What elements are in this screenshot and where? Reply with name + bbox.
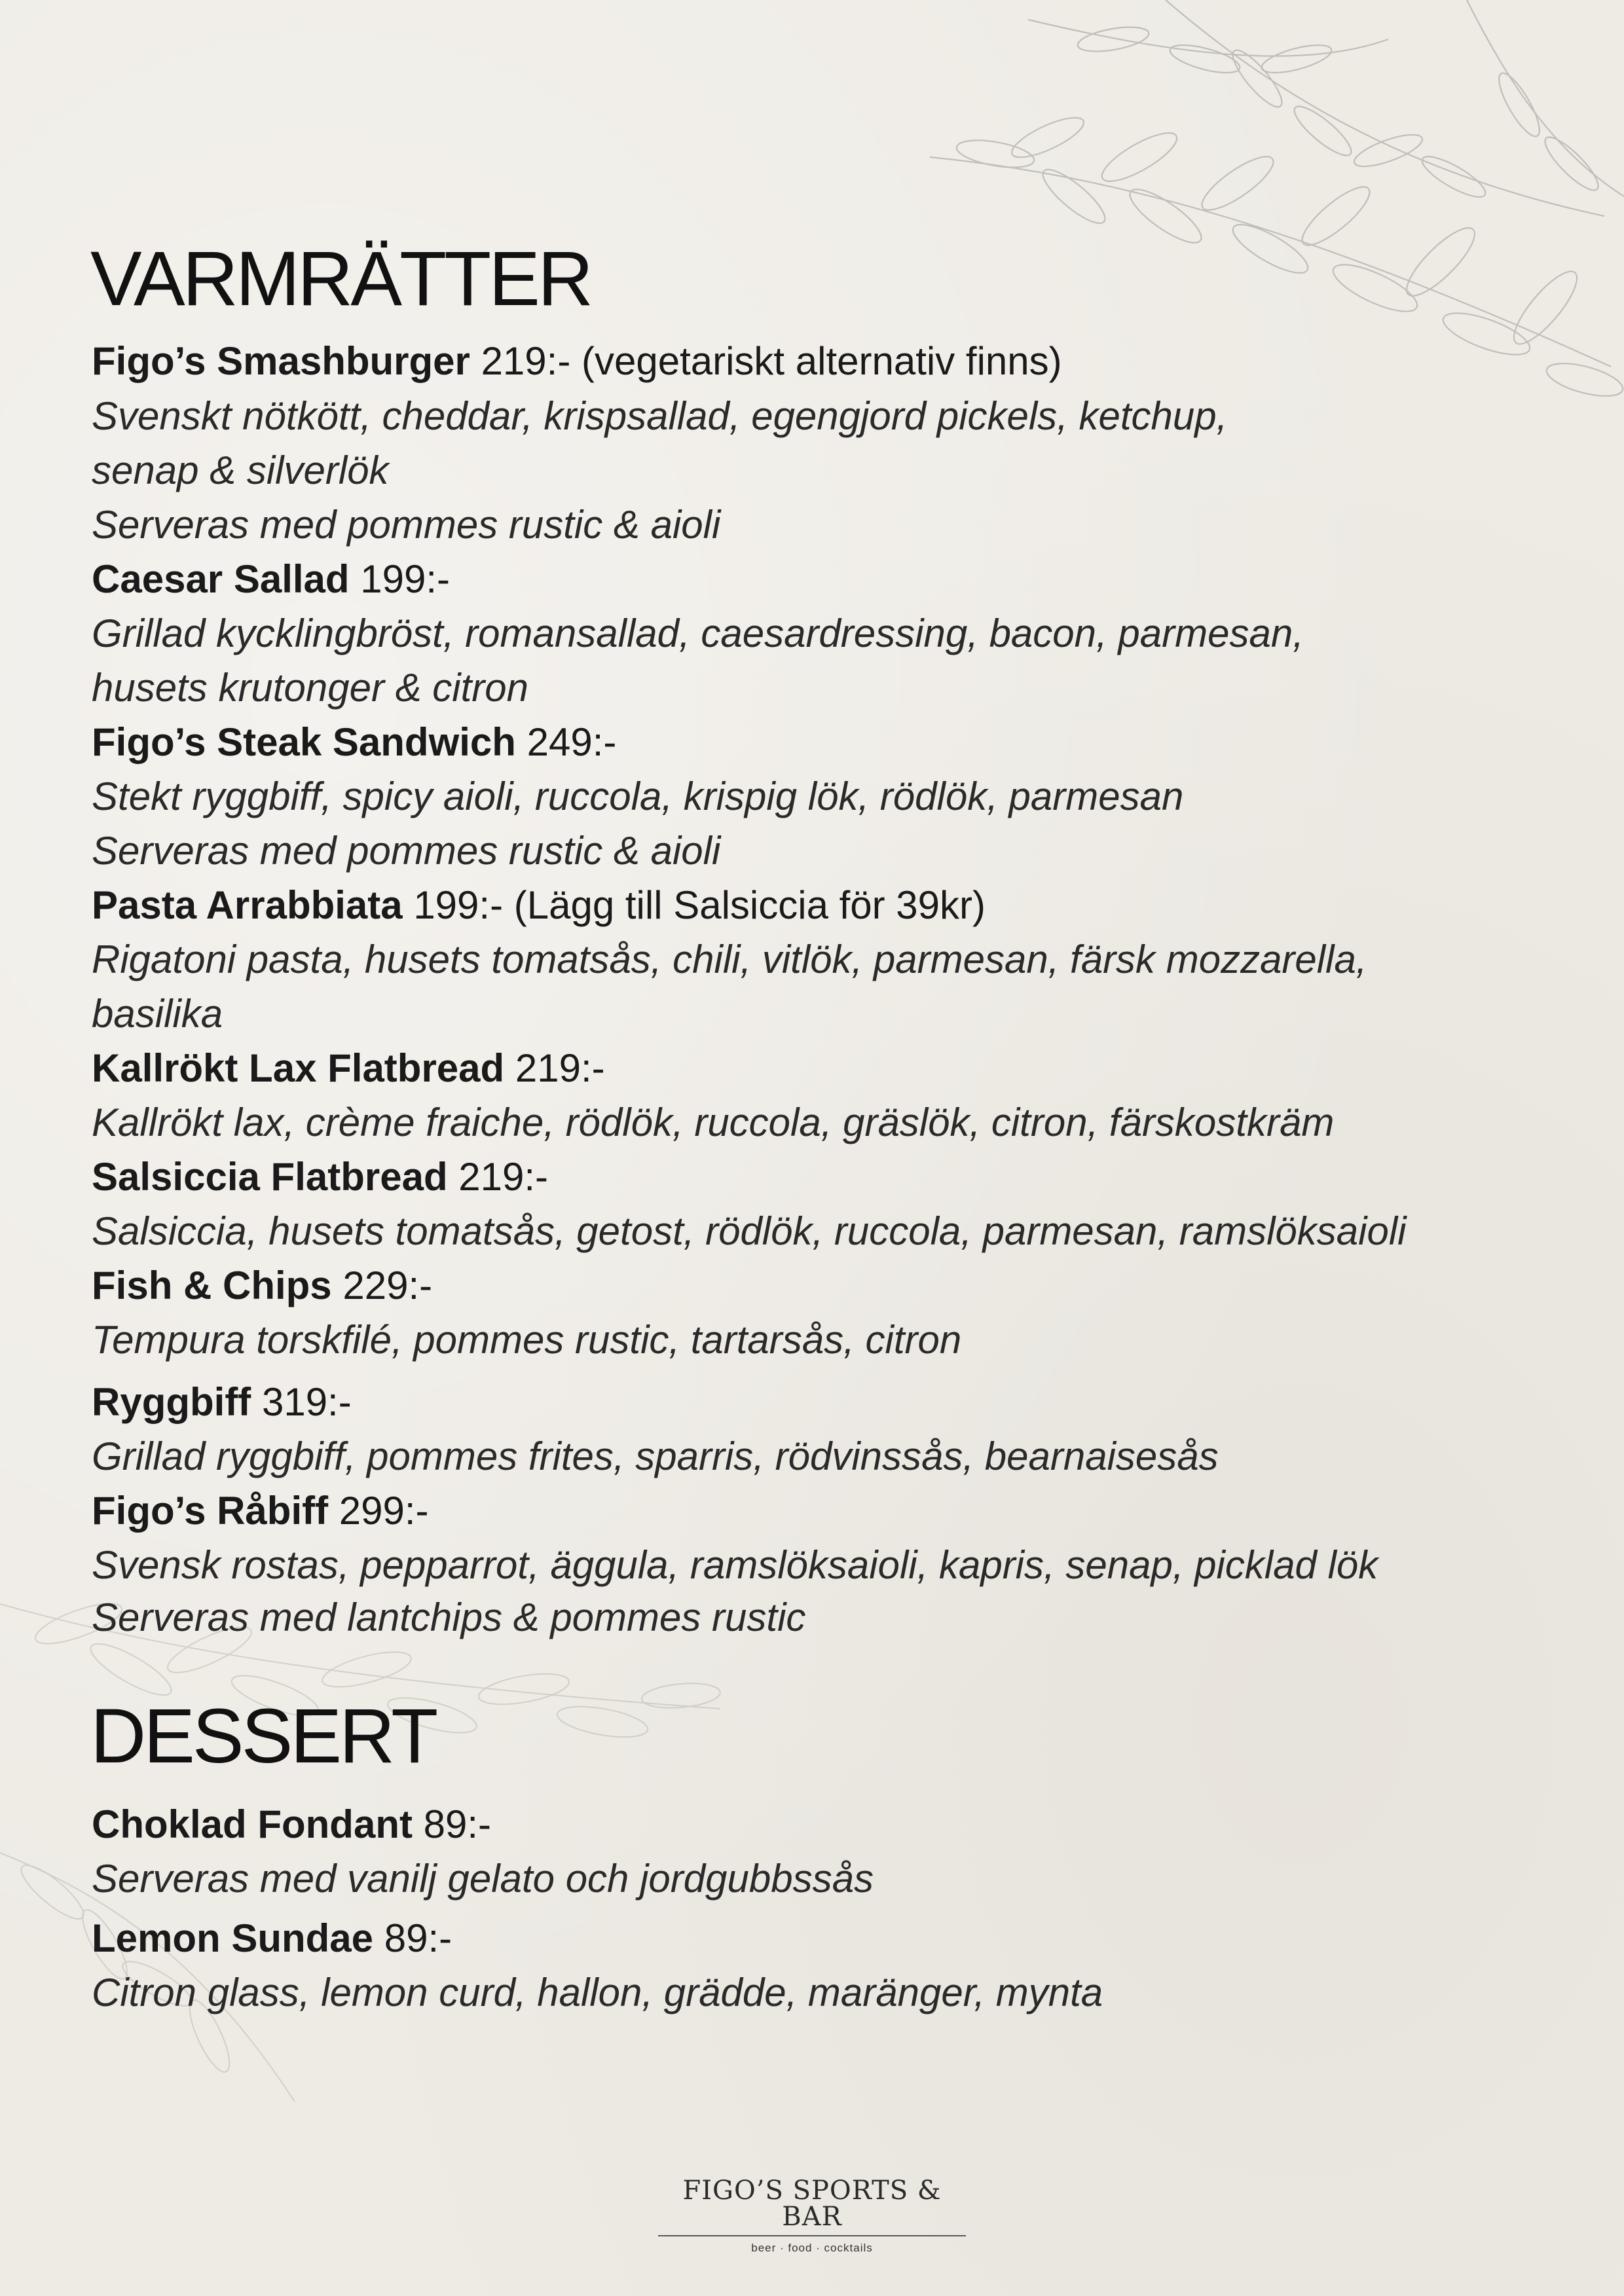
item-description: Kallrökt lax, crème fraiche, rödlök, ruccola, gräslök, citron, färskostkräm: [92, 1101, 1335, 1144]
item-name: Fish & Chips: [92, 1264, 332, 1307]
item-description: Serveras med lantchips & pommes rustic: [92, 1595, 806, 1639]
item-name: Figo’s Råbiff: [92, 1489, 329, 1533]
item-price: 219:-: [515, 1046, 605, 1090]
item-description: Salsiccia, husets tomatsås, getost, rödlök, ruccola, parmesan, ramslöksaioli: [92, 1209, 1407, 1253]
menu-item-title: [92, 1046, 605, 1090]
item-description: Tempura torskfilé, pommes rustic, tartarsås, citron: [92, 1318, 962, 1362]
item-name: Figo’s Steak Sandwich: [92, 720, 516, 764]
menu-item-title: [92, 1802, 492, 1846]
menu-item-title: [92, 1380, 352, 1424]
item-price: 249:-: [526, 720, 617, 764]
menu-item-title: [92, 1266, 432, 1305]
item-description: Stekt ryggbiff, spicy aioli, ruccola, krispig lök, rödlök, parmesan: [92, 774, 1184, 818]
menu-item-title: [92, 1491, 429, 1531]
item-description: Svensk rostas, pepparrot, äggula, ramslöksaioli, kapris, senap, picklad lök: [92, 1543, 1378, 1587]
item-name: Choklad Fondant: [92, 1802, 413, 1846]
restaurant-logo: [658, 2178, 966, 2255]
item-description: Grillad kycklingbröst, romansallad, caesardressing, bacon, parmesan,: [92, 611, 1304, 655]
item-description: Serveras med vanilj gelato och jordgubbssås: [92, 1857, 874, 1901]
item-description: Grillad ryggbiff, pommes frites, sparris, rödvinssås, bearnaisesås: [92, 1434, 1219, 1478]
item-description: Rigatoni pasta, husets tomatsås, chili, vitlök, parmesan, färsk mozzarella,: [92, 938, 1367, 981]
item-description: Serveras med pommes rustic & aioli: [92, 829, 721, 873]
menu-item-title: [92, 339, 1062, 383]
logo-tagline: beer · food · cocktails: [751, 2242, 873, 2254]
logo-name: FIGO’S SPORTS & BAR: [658, 2178, 966, 2236]
item-description: senap & silverlök: [92, 448, 389, 492]
item-price: 229:-: [342, 1264, 433, 1307]
item-name: Lemon Sundae: [92, 1916, 374, 1960]
item-description: Svenskt nötkött, cheddar, krispsallad, egengjord pickels, ketchup,: [92, 394, 1228, 438]
menu-item-title: [92, 557, 451, 601]
menu-item-title: [92, 883, 986, 927]
item-price: 89:-: [384, 1916, 452, 1960]
menu-item-title: [92, 1157, 548, 1197]
item-name: Figo’s Smashburger: [92, 339, 470, 383]
item-description: basilika: [92, 992, 223, 1036]
item-name: Salsiccia Flatbread: [92, 1155, 448, 1199]
item-name: Ryggbiff: [92, 1380, 251, 1424]
item-name: Pasta Arrabbiata: [92, 883, 403, 927]
menu-item-title: [92, 720, 617, 764]
item-price: 199:- (Lägg till Salsiccia för 39kr): [413, 883, 986, 927]
menu-item-title: [92, 1916, 452, 1960]
item-description: Citron glass, lemon curd, hallon, grädde, maränger, mynta: [92, 1971, 1103, 2014]
item-price: 219:-: [458, 1155, 549, 1199]
item-name: Caesar Sallad: [92, 557, 350, 601]
section-title-dessert: DESSERT: [90, 1693, 436, 1779]
item-price: 299:-: [339, 1489, 429, 1533]
section-title-varmratter: VARMRÄTTER: [90, 236, 591, 322]
item-price: 319:-: [261, 1380, 352, 1424]
item-price: 199:-: [360, 557, 451, 601]
item-description: husets krutonger & citron: [92, 666, 529, 710]
item-price: 219:- (vegetariskt alternativ finns): [481, 339, 1062, 383]
item-name: Kallrökt Lax Flatbread: [92, 1046, 505, 1090]
item-price: 89:-: [423, 1802, 492, 1846]
item-description: Serveras med pommes rustic & aioli: [92, 503, 721, 547]
